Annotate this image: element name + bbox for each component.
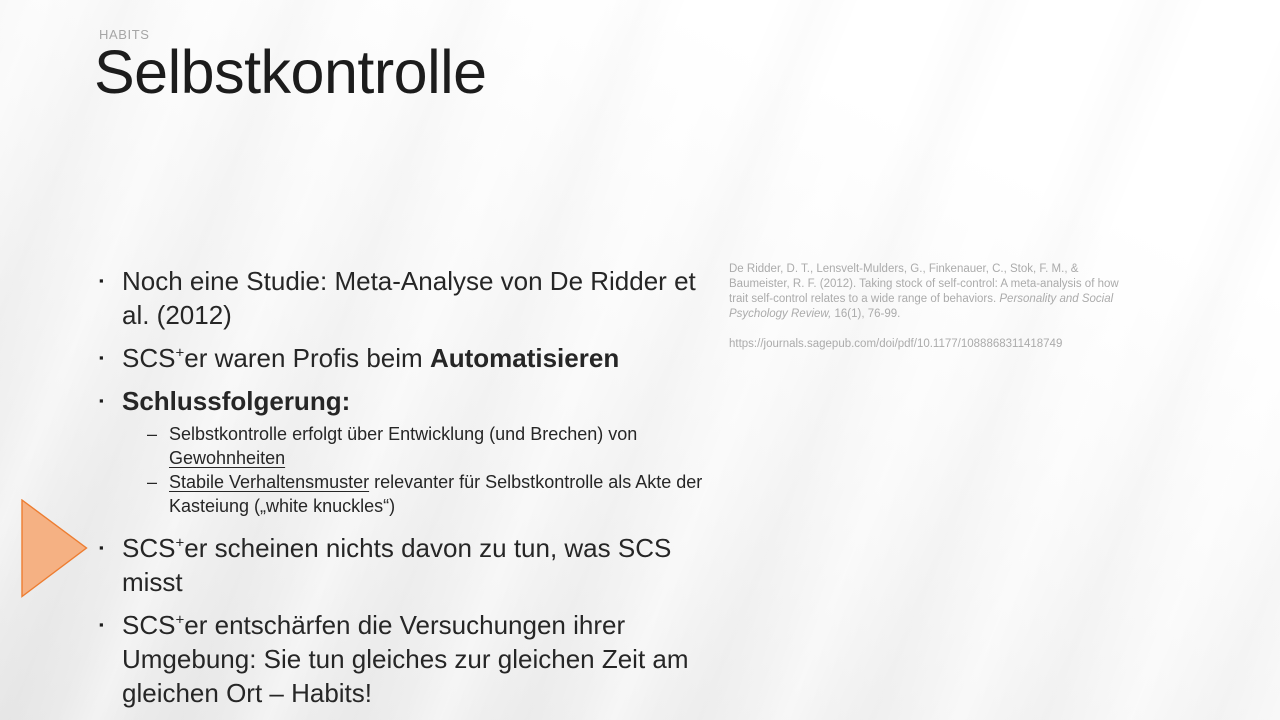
text-segment: Automatisieren [429,343,620,373]
dash-bullet-icon: – [147,424,158,444]
text-segment: Schlussfolgerung: [122,386,351,416]
citation-url: https://journals.sagepub.com/doi/pdf/10.1177/1088868311418749 [729,338,1063,350]
bullet-text [122,384,711,418]
text-segment: De Ridder, D. T., Lensvelt-Mulders, G., Finkenauer, C., Stok, F. M., & Baumeister, R. F. (2012). Taking stock of self-control: A meta-analysis of how trait self-control relates to a wide range of behaviors. [729,263,1119,305]
bullet-item [99,341,711,375]
sub-bullet-item [147,470,711,518]
slide-title: Selbstkontrolle [94,38,487,106]
text-segment: 16(1), 76-99. [831,308,901,320]
text-segment: Personality and Social Psychology Review, [729,293,1114,320]
text-segment: Stabile Verhaltensmuster [169,472,370,492]
text-segment: er waren Profis beim [184,343,430,373]
bullet-text [169,470,711,518]
citation-block [729,262,1129,352]
bullet-text [122,531,711,599]
text-segment: SCS [122,343,176,373]
text-segment: Gewohnheiten [169,448,286,468]
text-segment: er scheinen nichts davon zu tun, was SCS misst [122,533,672,597]
bullet-text [169,422,711,470]
text-segment: SCS [122,610,176,640]
text-segment: er entschärfen die Versuchungen ihrer Umgebung: Sie tun gleiches zur gleichen Zeit am gleichen Ort – Habits! [122,610,689,708]
bullet-item [99,531,711,599]
citation-reference [729,262,1129,322]
text-segment: + [175,344,185,362]
dash-bullet-icon: – [147,472,158,492]
square-bullet-icon: ▪ [99,540,104,555]
text-segment: Noch eine Studie: Meta-Analyse von De Ridder et al. (2012) [122,266,696,330]
slide-category-label: HABITS [99,27,150,42]
bullet-text [122,608,711,710]
bullet-item [99,384,711,418]
sub-bullet-item [147,422,711,470]
bullet-item [99,608,711,710]
text-segment: SCS [122,533,176,563]
bullet-text [122,264,711,332]
square-bullet-icon: ▪ [99,273,104,288]
text-segment: Selbstkontrolle erfolgt über Entwicklung (und Brechen) von [169,424,638,444]
square-bullet-icon: ▪ [99,393,104,408]
triangle-pointer-shape [21,499,88,598]
square-bullet-icon: ▪ [99,350,104,365]
square-bullet-icon: ▪ [99,617,104,632]
bullet-text [122,341,711,375]
text-segment: relevanter für Selbstkontrolle als Akte der Kasteiung („white knuckles“) [169,472,703,516]
bullet-item [99,264,711,332]
triangle-icon [22,500,87,597]
bullet-list [99,264,711,710]
text-segment: + [175,534,185,552]
text-segment: + [175,611,185,629]
